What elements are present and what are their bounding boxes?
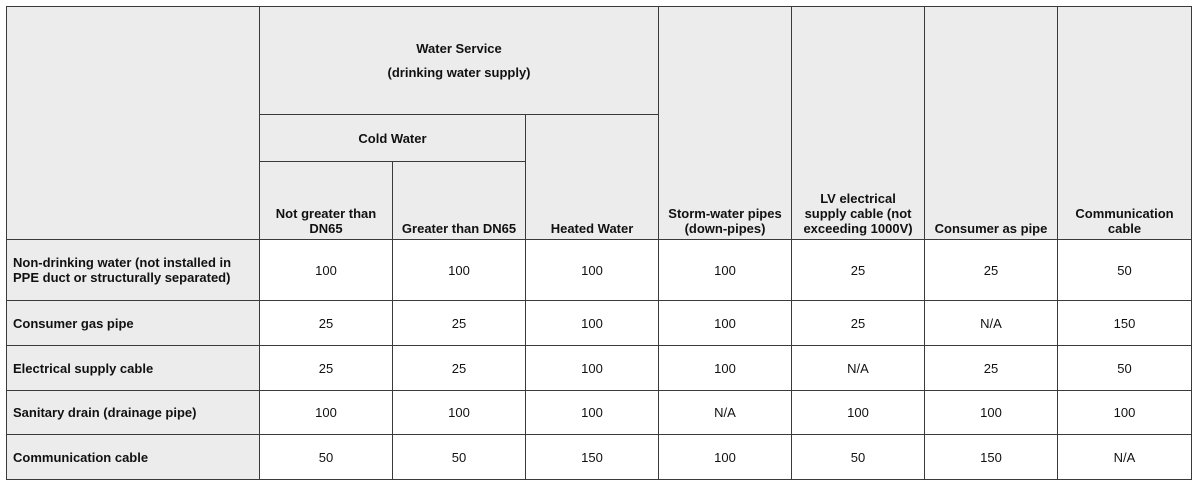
table-cell: 25 [925, 240, 1058, 301]
table-cell: 150 [1058, 301, 1192, 346]
table-cell: 100 [526, 391, 659, 435]
table-cell: 100 [260, 240, 393, 301]
row-label: Communication cable [7, 435, 260, 480]
table-row [7, 346, 1192, 391]
table-cell: 50 [393, 435, 526, 480]
table-cell: 100 [659, 240, 792, 301]
heated-water-header: Heated Water [526, 115, 659, 240]
table-cell: 25 [393, 346, 526, 391]
table-cell: 25 [792, 301, 925, 346]
row-label: Consumer gas pipe [7, 301, 260, 346]
table-cell: N/A [1058, 435, 1192, 480]
communication-header: Communication cable [1058, 7, 1192, 240]
table-cell: 100 [792, 391, 925, 435]
water-service-title: Water Service [416, 40, 502, 56]
table-cell: 100 [393, 391, 526, 435]
not-greater-dn65-header: Not greater than DN65 [260, 162, 393, 240]
table-cell: N/A [925, 301, 1058, 346]
row-label: Sanitary drain (drainage pipe) [7, 391, 260, 435]
table-cell: 100 [393, 240, 526, 301]
table-cell: 25 [260, 346, 393, 391]
corner-cell [7, 7, 260, 240]
table-cell: 100 [526, 240, 659, 301]
cold-water-header: Cold Water [260, 115, 526, 162]
table-cell: 25 [260, 301, 393, 346]
greater-dn65-header: Greater than DN65 [393, 162, 526, 240]
row-label: Electrical supply cable [7, 346, 260, 391]
table-cell: 50 [792, 435, 925, 480]
water-service-header [260, 7, 659, 115]
table-cell: 25 [792, 240, 925, 301]
table-row [7, 301, 1192, 346]
table-cell: N/A [659, 391, 792, 435]
table-row [7, 435, 1192, 480]
table-cell: 150 [925, 435, 1058, 480]
consumer-gas-header: Consumer as pipe [925, 7, 1058, 240]
table-cell: 100 [260, 391, 393, 435]
table-cell: 100 [1058, 391, 1192, 435]
table-cell: 100 [526, 346, 659, 391]
table-row [7, 391, 1192, 435]
row-label: Non-drinking water (not installed in PPE duct or structurally separated) [7, 240, 260, 301]
lv-electrical-header: LV electrical supply cable (not exceeding 1000V) [792, 7, 925, 240]
table-cell: 25 [925, 346, 1058, 391]
table-cell: 50 [260, 435, 393, 480]
table-cell: N/A [792, 346, 925, 391]
table-cell: 50 [1058, 346, 1192, 391]
table-cell: 150 [526, 435, 659, 480]
table-cell: 100 [925, 391, 1058, 435]
table-cell: 100 [659, 346, 792, 391]
table-cell: 100 [659, 301, 792, 346]
table-row [7, 240, 1192, 301]
table-cell: 25 [393, 301, 526, 346]
water-service-subtitle: (drinking water supply) [387, 64, 531, 80]
table-cell: 100 [526, 301, 659, 346]
table-cell: 50 [1058, 240, 1192, 301]
storm-water-header: Storm-water pipes (down-pipes) [659, 7, 792, 240]
table-cell: 100 [659, 435, 792, 480]
separation-distance-table [6, 6, 1192, 480]
